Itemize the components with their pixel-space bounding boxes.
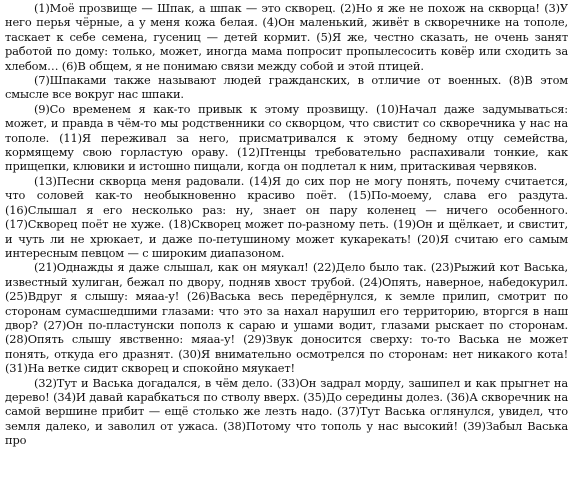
- paragraph-1: (1)Моё прозвище — Шпак, а шпак — это скворец. (2)Но я же не похож на скворца! (3)У него перья чёрные, а у меня кожа белая. (4)Он маленький, живёт в скворечнике на тополе, таскает к себе семена, гусениц — детей кормит. (5)Я же, честно сказать, не очень занят работой по дому: только, может, иногда мама попросит пропылесосить ковёр или сходить за хлебом… (6)В общем, я не понимаю связи между собой и этой птицей.: [5, 1, 568, 73]
- paragraph-5: (21)Однажды я даже слышал, как он мяукал! (22)Дело было так. (23)Рыжий кот Васька, известный хулиган, бежал по двору, подняв хвост трубой. (24)Опять, наверное, набедокурил. (25)Вдруг я слышу: мяаа-у! (26)Васька весь передёрнулся, к земле прилип, смотрит по сторонам сумасшедшими глазами: что это за нахал нарушил его территорию, вторгся в наш двор? (27)Он по-пластунски пополз к сараю и ушами водит, глазами рыскает по сторонам. (28)Опять слышу явственно: мяаа-у! (29)Звук доносится сверху: то-то Васька не может понять, откуда его дразнят. (30)Я внимательно осмотрелся по сторонам: нет никакого кота! (31)На ветке сидит скворец и спокойно мяукает!: [5, 260, 568, 376]
- paragraph-6: (32)Тут и Васька догадался, в чём дело. (33)Он задрал морду, зашипел и как прыгнет на дерево! (34)И давай карабкаться по стволу вверх. (35)До середины долез. (36)А скворечник на самой вершине прибит — ещё столько же лезть надо. (37)Тут Васька оглянулся, увидел, что земля далеко, и заволил от ужаса. (38)Потому что тополь у нас высокий! (39)Забыл Васька про: [5, 375, 568, 448]
- paragraph-3: (9)Со временем я как-то привык к этому прозвищу. (10)Начал даже задумываться: может, и правда в чём-то мы родственники со скворцом, что свистит со скворечника у нас на тополе. (11)Я переживал за него, присматривался к этому бедному отцу семейства, кормящему свою горластую ораву. (12)Птенцы требовательно распахивали тонкие, как прищепки, клювики и истошно пищали, когда он подлетал к ним, притаскивая червяков.: [5, 101, 568, 174]
- paragraph-4: (13)Песни скворца меня радовали. (14)Я до сих пор не могу понять, почему считается, что соловей как-то необыкновенно красиво поёт. (15)По-моему, слава его раздута. (16)Слышал я его несколько раз: ну, знает он пару коленец — ничего особенного. (17)Скворец поёт не хуже. (18)Скворец может по-разному петь. (19)Он и щёлкает, и свистит, и чуть ли не хрюкает, и даже по-петушиному может кукарекать! (20)Я считаю его самым интересным певцом — с широким диапазоном.: [5, 173, 568, 260]
- paragraph-2: (7)Шпаками также называют людей гражданских, в отличие от военных. (8)В этом смысле все вокруг нас шпаки.: [5, 73, 568, 102]
